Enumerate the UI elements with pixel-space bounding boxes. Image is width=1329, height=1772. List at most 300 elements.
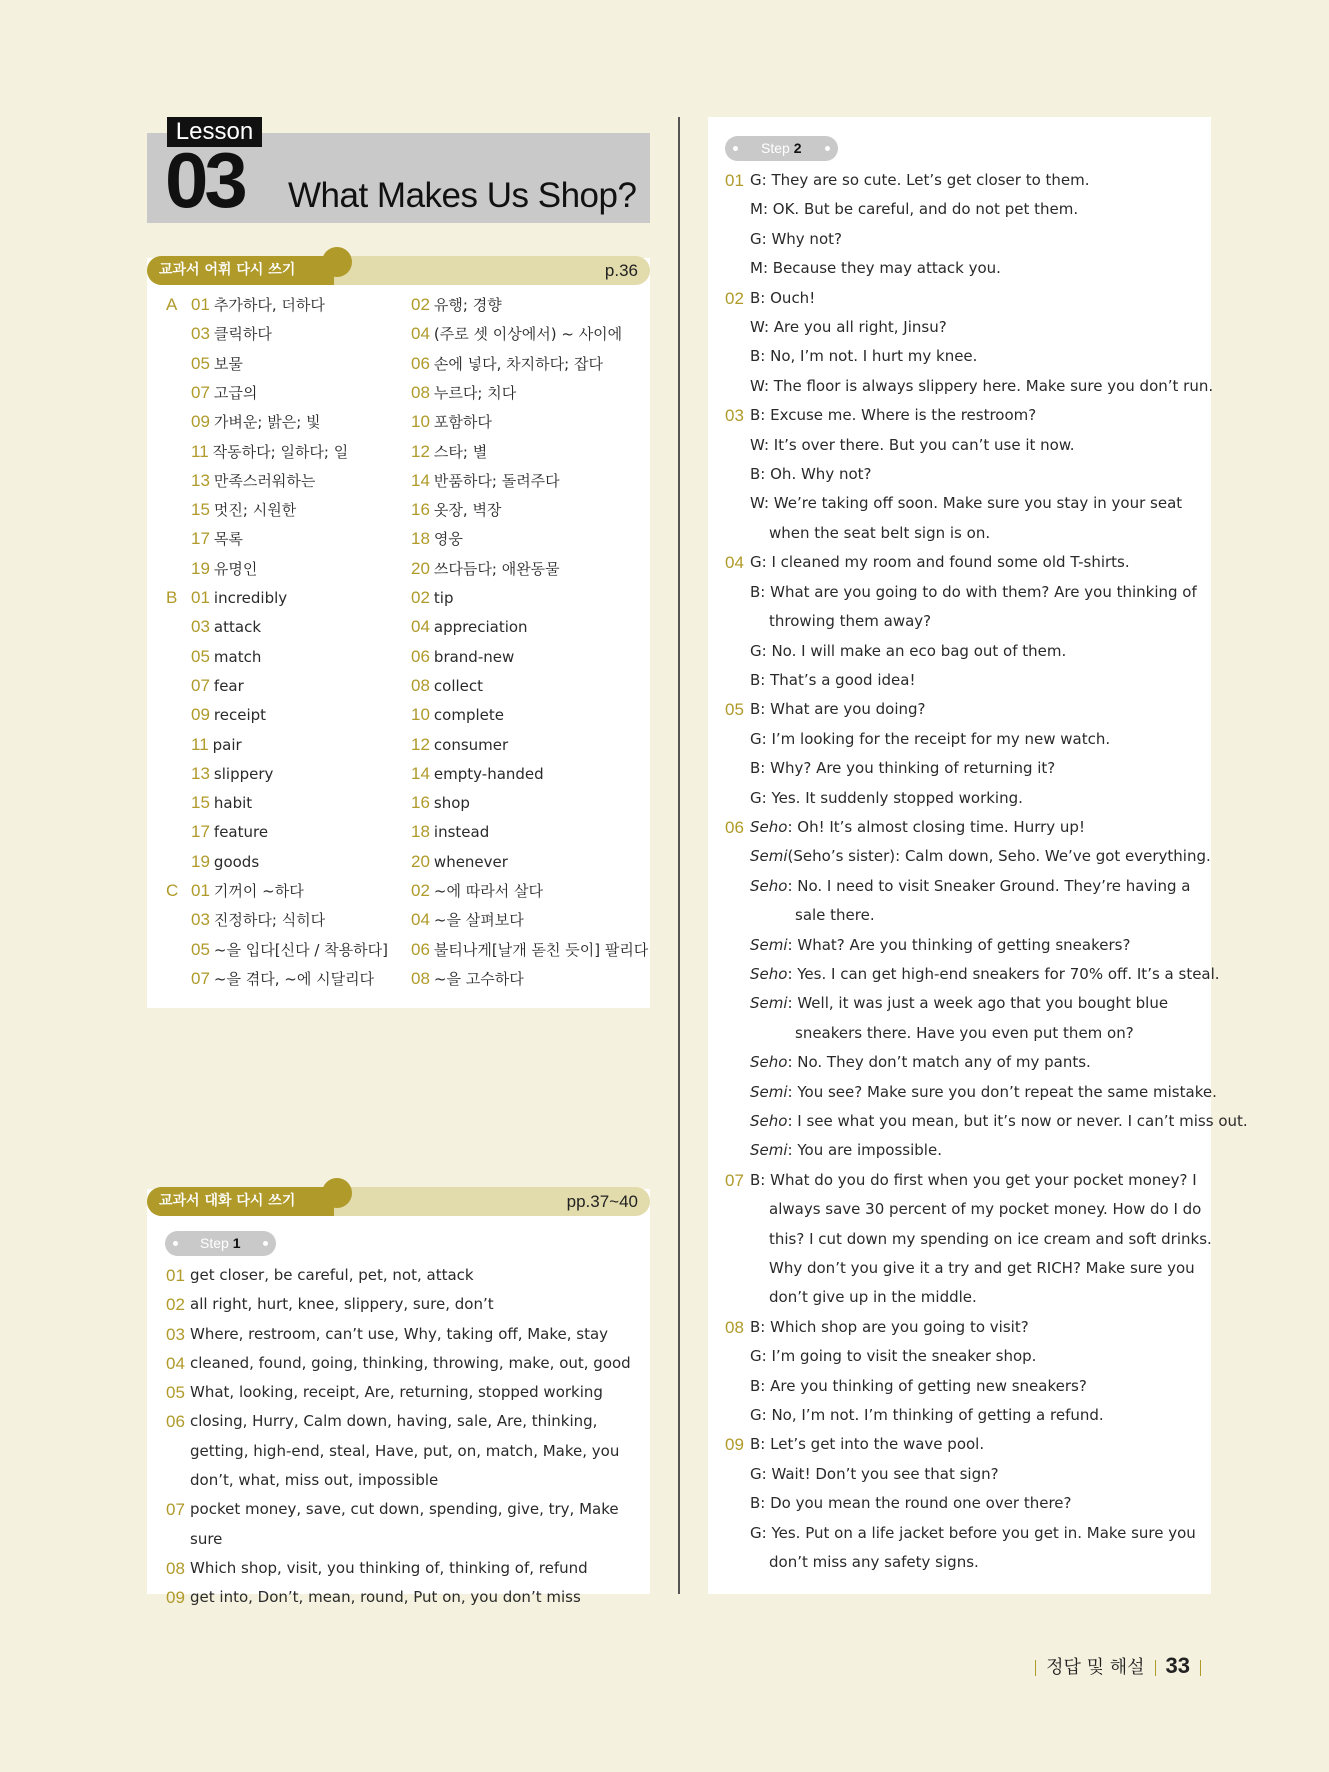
dialogue-line: 06 Seho: Oh! It’s almost closing time. Hurry up!	[725, 813, 1193, 842]
dialogue-line: 01 G: They are so cute. Let’s get closer to them.	[725, 166, 1193, 195]
answer-item	[166, 1349, 636, 1378]
step1-num: 1	[232, 1235, 241, 1251]
speaker-name: M	[750, 259, 763, 278]
dialogue-line: Seho: No. They don’t match any of my pants.	[750, 1053, 1091, 1072]
vocab-item-number: 04	[411, 617, 430, 637]
dialogue-number: 02	[725, 288, 744, 308]
dialogue-text: Oh! It’s almost closing time. Hurry up!	[797, 817, 1085, 836]
vocab-item-text: ~을 겪다, ~에 시달리다	[213, 969, 375, 988]
dialogue-text: Ouch!	[770, 288, 816, 307]
vocab-item-number: 02	[411, 295, 430, 314]
vocab-item-number: 10	[411, 412, 430, 432]
vocab-item	[191, 730, 242, 759]
dialogue-text: No. I will make an eco bag out of them.	[771, 641, 1067, 660]
dialogue-line: G: Why not?	[750, 229, 842, 248]
vocab-item	[411, 788, 470, 817]
vocab-item-number: 02	[411, 588, 430, 607]
dialogue-text: Which shop are you going to visit?	[770, 1317, 1029, 1336]
vocab-item-number: 06	[411, 646, 430, 666]
pill-dot-icon	[263, 1241, 268, 1246]
speaker-name: Seho	[750, 817, 788, 836]
vocab-section-label: A	[166, 295, 178, 314]
speaker-name: B	[750, 1376, 761, 1395]
vocab-item-text: tip	[433, 589, 454, 607]
speaker-name: G	[750, 641, 762, 660]
vocab-item-text: receipt	[213, 706, 267, 725]
dialogue-number: 06	[725, 817, 744, 837]
vocab-item-number: 15	[191, 500, 210, 520]
vocab-item	[191, 642, 261, 671]
vocab-item-text: habit	[213, 794, 253, 813]
dialogue-text: Do you mean the round one over there?	[770, 1494, 1072, 1513]
answer-item	[166, 1290, 636, 1319]
dialogue-text: Are you all right, Jinsu?	[773, 318, 947, 337]
dialogue-text: Because they may attack you.	[772, 259, 1001, 278]
banner-dot-icon	[322, 1178, 352, 1208]
lesson-tag: Lesson	[167, 117, 262, 147]
dialogue-line: G: Yes. Put on a life jacket before you get in. Make sure you	[750, 1523, 1196, 1542]
vocab-item	[191, 524, 243, 553]
dialogue-text: don’t miss any safety signs.	[769, 1553, 979, 1572]
dialogue-text: No. I need to visit Sneaker Ground. They’re having a	[797, 876, 1191, 895]
dialogue-line: G: Yes. It suddenly stopped working.	[750, 788, 1023, 807]
vocab-item-number: 17	[191, 529, 210, 549]
speaker-name: B	[750, 1494, 761, 1513]
vocab-item-text: 유행; 경향	[433, 296, 502, 314]
dialogue-line: W: We’re taking off soon. Make sure you stay in your seat	[750, 494, 1183, 513]
vocab-item-text: 불티나게[날개 돋친 듯이] 팔리다	[433, 940, 649, 959]
dialogue-number: 09	[725, 1435, 744, 1455]
speaker-name: Semi	[750, 935, 788, 954]
speaker-name: G	[750, 1523, 762, 1542]
dialogue-line: W: Are you all right, Jinsu?	[750, 318, 947, 337]
lesson-title: What Makes Us Shop?	[288, 176, 637, 215]
speaker-name: Seho	[750, 1053, 788, 1072]
answer-item	[166, 1378, 636, 1407]
dialogue-line: 07 B: What do you do first when you get your pocket money? I	[725, 1166, 1193, 1195]
dialogue-text: No, I’m not. I hurt my knee.	[770, 347, 978, 366]
dialogue-text: Yes. It suddenly stopped working.	[771, 788, 1023, 807]
vocab-item	[191, 349, 243, 378]
dialogue-line	[725, 1283, 1193, 1312]
speaker-name: G	[750, 729, 762, 748]
speaker-name: B	[750, 1435, 761, 1454]
vocab-section-label: C	[166, 881, 179, 900]
answer-number: 08	[166, 1558, 185, 1578]
dialogue-text: sneakers there. Have you even put them on?	[795, 1023, 1134, 1042]
vocab-item-text: 목록	[213, 530, 243, 549]
vocab-item	[191, 671, 244, 700]
step2-word: Step	[761, 140, 790, 156]
vocab-item-number: 04	[411, 910, 430, 930]
vocab-item-text: instead	[433, 823, 490, 842]
speaker-name: W	[750, 494, 764, 513]
dialogue-number: 03	[725, 406, 744, 426]
vocab-item-number: 16	[411, 793, 430, 813]
vocab-item-text: 클릭하다	[213, 325, 272, 344]
dialogue-line: 05 B: What are you doing?	[725, 695, 1193, 724]
dialogue-line	[725, 1254, 1193, 1283]
vocab-item-number: 09	[191, 412, 210, 432]
vocab-item-text: 가벼운; 밝은; 빛	[213, 413, 321, 432]
dialogue-text: I see what you mean, but it’s now or never. I can’t miss out.	[797, 1112, 1248, 1130]
vocab-item-number: 17	[191, 822, 210, 842]
step1-answers	[166, 1261, 636, 1613]
column-divider	[678, 117, 680, 1594]
vocab-item-text: brand-new	[433, 647, 515, 666]
dialogue-line: B: Do you mean the round one over there?	[750, 1494, 1072, 1513]
vocab-item-number: 20	[411, 851, 430, 871]
answer-text: What, looking, receipt, Are, returning, stopped working	[190, 1383, 603, 1402]
vocab-item-number: 15	[191, 793, 210, 813]
vocab-item-text: 옷장, 벽장	[433, 501, 502, 520]
banner-dot-icon	[322, 247, 352, 277]
dialogue-line: Semi: What? Are you thinking of getting sneakers?	[750, 935, 1131, 954]
dialogue-text: Excuse me. Where is the restroom?	[770, 406, 1037, 425]
vocab-item-number: 11	[191, 734, 209, 754]
dialogue-line: B: Are you thinking of getting new sneakers?	[750, 1376, 1087, 1395]
vocab-item	[411, 349, 603, 378]
dialogue-text: throwing them away?	[769, 612, 932, 631]
dialogue-line	[725, 1195, 1202, 1224]
vocab-item	[411, 554, 560, 583]
dialogue-number: 07	[725, 1170, 744, 1190]
speaker-name: Seho	[750, 1112, 788, 1130]
vocab-item	[191, 759, 273, 788]
dialogue-line: M: Because they may attack you.	[750, 259, 1001, 278]
answer-number: 03	[166, 1324, 185, 1344]
vocab-item-text: 쓰다듬다; 애완동물	[433, 559, 560, 578]
step1-word: Step	[200, 1235, 229, 1251]
vocab-item-text: 보물	[213, 354, 243, 373]
dialog-banner-label: 교과서 대화 다시 쓰기	[147, 1187, 334, 1216]
answer-text: get closer, be careful, pet, not, attack	[190, 1266, 474, 1284]
dialogue-text: Calm down, Seho. We’ve got everything.	[904, 847, 1211, 866]
speaker-name: B	[750, 700, 761, 719]
page-number: 33	[1165, 1653, 1190, 1678]
dialogue-text: Yes. Put on a life jacket before you get in. Make sure you	[771, 1523, 1196, 1542]
speaker-note: (Seho’s sister)	[787, 847, 896, 866]
speaker-name: G	[750, 1406, 762, 1425]
dialogue-line	[725, 1548, 1193, 1577]
dialogue-line: Seho: I see what you mean, but it’s now or never. I can’t miss out.	[750, 1112, 1248, 1130]
vocab-item-number: 13	[191, 470, 210, 490]
vocab-item	[191, 700, 266, 729]
speaker-name: B	[750, 759, 761, 778]
answer-text: get into, Don’t, mean, round, Put on, you don’t miss	[190, 1588, 581, 1607]
dialogue-line: Seho: No. I need to visit Sneaker Ground. They’re having a	[750, 876, 1191, 895]
dialogue-line: G: I’m looking for the receipt for my new watch.	[750, 729, 1111, 748]
vocab-section-label: B	[166, 588, 178, 607]
vocab-item	[411, 378, 516, 407]
vocab-item-text: attack	[213, 618, 262, 637]
answer-item	[166, 1495, 636, 1554]
dialogue-text: I’m going to visit the sneaker shop.	[771, 1347, 1037, 1366]
vocab-item-text: ~에 따라서 살다	[433, 882, 543, 900]
vocab-item-number: 20	[411, 558, 430, 578]
dialogue-line: B: Oh. Why not?	[750, 465, 872, 484]
dialogue-text: It’s over there. But you can’t use it now.	[773, 435, 1075, 454]
vocab-item-text: empty-handed	[433, 764, 544, 783]
vocab-item-number: 07	[191, 968, 210, 988]
answer-number: 05	[166, 1383, 185, 1403]
vocab-item-number: 12	[411, 734, 430, 754]
vocab-item	[411, 319, 622, 348]
dialogue-line: Seho: Yes. I can get high-end sneakers for 70% off. It’s a steal.	[750, 964, 1220, 983]
vocab-item-number: 07	[191, 382, 210, 402]
vocab-item	[191, 583, 287, 612]
dialogue-text: What? Are you thinking of getting sneakers?	[797, 935, 1131, 954]
dialogue-text: Wait! Don’t you see that sign?	[771, 1464, 999, 1483]
page-footer	[1025, 1651, 1211, 1681]
speaker-name: W	[750, 435, 764, 454]
dialogue-line	[725, 901, 1193, 930]
dialogue-line	[725, 1225, 1212, 1254]
speaker-name: W	[750, 318, 764, 337]
answer-number: 07	[166, 1500, 185, 1520]
vocab-item	[411, 876, 543, 905]
dialog-banner	[147, 1187, 650, 1216]
speaker-name: G	[750, 1464, 762, 1483]
vocab-item-number: 02	[411, 881, 430, 900]
dialogue-line: Semi(Seho’s sister): Calm down, Seho. We’ve got everything.	[750, 847, 1211, 866]
dialogue-text: Why don’t you give it a try and get RICH? Make sure you	[769, 1259, 1195, 1278]
vocab-item	[191, 905, 325, 934]
dialogue-text: What are you going to do with them? Are you thinking of	[770, 582, 1197, 601]
vocab-banner-label: 교과서 어휘 다시 쓰기	[147, 256, 334, 285]
speaker-name: G	[750, 1347, 762, 1366]
vocab-item	[411, 935, 648, 964]
dialogue-text: sale there.	[795, 906, 875, 925]
vocab-item-text: appreciation	[433, 618, 528, 637]
vocab-item-text: fear	[213, 676, 244, 695]
speaker-name: Semi	[750, 994, 788, 1013]
vocab-item	[191, 935, 388, 964]
dialogue-line: M: OK. But be careful, and do not pet them.	[750, 200, 1079, 219]
dialogue-line: 08 B: Which shop are you going to visit?	[725, 1313, 1193, 1342]
lesson-number: 03	[165, 136, 244, 224]
vocab-item	[191, 612, 261, 641]
vocab-item	[411, 612, 528, 641]
vocab-item-text: shop	[433, 794, 470, 813]
vocab-item	[411, 290, 502, 319]
vocab-item	[411, 730, 508, 759]
dialogue-text: Well, it was just a week ago that you bought blue	[797, 994, 1169, 1013]
dialogue-line: G: No, I’m not. I’m thinking of getting a refund.	[750, 1406, 1104, 1425]
dialogue-text: No. They don’t match any of my pants.	[797, 1053, 1091, 1072]
dialogue-text: No, I’m not. I’m thinking of getting a refund.	[771, 1406, 1104, 1425]
vocab-item-text: slippery	[213, 764, 274, 783]
dialogue-line: 02 B: Ouch!	[725, 284, 1193, 313]
vocab-item	[191, 847, 259, 876]
vocab-item-number: 03	[191, 617, 210, 637]
step2-pill	[725, 136, 838, 161]
vocab-item-number: 01	[191, 881, 210, 900]
answer-text: pocket money, save, cut down, spending, give, try, Make sure	[190, 1500, 619, 1548]
vocab-item	[191, 378, 257, 407]
dialogue-text: Are you thinking of getting new sneakers?	[770, 1376, 1087, 1395]
dialogue-text: What do you do first when you get your pocket money? I	[770, 1170, 1197, 1189]
vocab-item	[411, 524, 463, 553]
vocab-banner	[147, 256, 650, 285]
speaker-name: G	[750, 553, 762, 572]
vocab-item-number: 03	[191, 324, 210, 344]
vocab-item-number: 06	[411, 939, 430, 959]
vocab-item-number: 14	[411, 470, 430, 490]
dialogue-number: 08	[725, 1317, 744, 1337]
vocab-item-number: 01	[191, 588, 210, 607]
vocab-item-text: 누르다; 치다	[433, 383, 517, 402]
dialogue-text: You see? Make sure you don’t repeat the same mistake.	[797, 1082, 1217, 1101]
vocab-item	[411, 759, 544, 788]
answer-item	[166, 1407, 636, 1495]
dialogue-line: Semi: You see? Make sure you don’t repeat the same mistake.	[750, 1082, 1217, 1101]
vocab-item-text: 손에 넣다, 차지하다; 잡다	[433, 354, 603, 373]
vocab-page-ref: p.36	[604, 261, 638, 280]
dialogue-text: Why? Are you thinking of returning it?	[770, 759, 1056, 778]
dialogue-number: 05	[725, 700, 744, 720]
vocab-item	[191, 437, 348, 466]
dialogue-line: Semi: You are impossible.	[750, 1141, 942, 1160]
vocab-item-number: 05	[191, 939, 210, 959]
dialogue-text: They are so cute. Let’s get closer to them.	[771, 171, 1090, 189]
dialogue-line	[725, 519, 1193, 548]
vocab-item-text: 유명인	[213, 559, 258, 578]
dialogue-text: I’m looking for the receipt for my new watch.	[771, 729, 1111, 748]
dialogue-text: Why not?	[771, 229, 842, 248]
dialogue-text: Oh. Why not?	[770, 465, 872, 484]
vocab-item-number: 04	[411, 324, 430, 344]
speaker-name: G	[750, 171, 762, 189]
vocab-item-text: incredibly	[213, 589, 288, 607]
answer-item	[166, 1320, 636, 1349]
vocab-item-text: match	[213, 647, 262, 666]
vocab-item-text: 영웅	[433, 530, 463, 549]
answer-item	[166, 1261, 636, 1290]
vocab-item	[411, 700, 504, 729]
dialogue-line: B: What are you going to do with them? Are you thinking of	[750, 582, 1197, 601]
speaker-name: B	[750, 670, 761, 689]
dialogue-text: when the seat belt sign is on.	[769, 523, 991, 542]
vocab-item-number: 06	[411, 353, 430, 373]
vocab-item	[411, 964, 524, 993]
dialogue-number: 04	[725, 553, 744, 573]
speaker-name: G	[750, 788, 762, 807]
speaker-name: B	[750, 465, 761, 484]
speaker-name: B	[750, 406, 761, 425]
vocab-item-text: 포함하다	[433, 413, 492, 432]
dialogue-line: B: Why? Are you thinking of returning it?	[750, 759, 1056, 778]
vocab-item-text: 만족스러워하는	[213, 471, 316, 490]
vocab-item	[191, 290, 325, 319]
vocab-item-text: ~을 입다[신다 / 착용하다]	[213, 940, 388, 959]
vocab-item-text: consumer	[433, 735, 509, 754]
footer-bar	[1155, 1660, 1156, 1676]
dialogue-number: 01	[725, 171, 744, 190]
vocab-item-number: 08	[411, 968, 430, 988]
vocab-item-number: 19	[191, 851, 210, 871]
dialogue-text: Let’s get into the wave pool.	[770, 1435, 985, 1454]
speaker-name: G	[750, 229, 762, 248]
answer-number: 09	[166, 1588, 185, 1608]
answer-text: Where, restroom, can’t use, Why, taking off, Make, stay	[190, 1324, 609, 1343]
vocab-item-text: feature	[213, 823, 269, 842]
vocab-item	[411, 466, 560, 495]
vocab-item-number: 12	[411, 441, 430, 461]
answer-number: 06	[166, 1412, 185, 1432]
vocab-item-number: 18	[411, 822, 430, 842]
dialogue-line: B: That’s a good idea!	[750, 670, 916, 689]
vocab-item-number: 03	[191, 910, 210, 930]
speaker-name: B	[750, 288, 761, 307]
vocab-item-number: 01	[191, 295, 210, 314]
dialogue-line	[725, 1019, 1193, 1048]
vocab-item-number: 07	[191, 675, 210, 695]
dialogue-text: always save 30 percent of my pocket money. How do I do	[769, 1200, 1202, 1219]
vocab-item-number: 08	[411, 382, 430, 402]
vocab-item	[411, 642, 514, 671]
vocab-item-text: (주로 셋 이상에서) ~ 사이에	[433, 325, 623, 344]
speaker-name: M	[750, 200, 763, 219]
vocab-item-text: 고급의	[213, 383, 258, 402]
vocab-item-text: whenever	[433, 852, 508, 871]
answer-text: cleaned, found, going, thinking, throwing, make, out, good	[190, 1353, 631, 1372]
vocab-item	[191, 817, 268, 846]
vocab-item-text: collect	[433, 676, 484, 695]
dialogue-line: W: The floor is always slippery here. Make sure you don’t run.	[750, 376, 1214, 395]
dialogue-text: Yes. I can get high-end sneakers for 70% off. It’s a steal.	[797, 964, 1220, 983]
dialogue-line: B: No, I’m not. I hurt my knee.	[750, 347, 978, 366]
answer-number: 01	[166, 1266, 185, 1285]
dialogue-line: 03 B: Excuse me. Where is the restroom?	[725, 401, 1193, 430]
step2-num: 2	[793, 140, 802, 156]
dialogue-text: You are impossible.	[797, 1141, 942, 1160]
dialogue-line: Semi: Well, it was just a week ago that you bought blue	[750, 994, 1169, 1013]
vocab-item-text: 스타; 별	[433, 442, 488, 461]
vocab-item-number: 05	[191, 353, 210, 373]
vocab-item	[191, 319, 272, 348]
step1-pill	[165, 1231, 276, 1256]
vocab-item-text: 진정하다; 식히다	[213, 911, 326, 930]
vocab-item-number: 10	[411, 705, 430, 725]
pill-dot-icon	[733, 146, 738, 151]
answer-number: 04	[166, 1353, 185, 1373]
vocab-item-text: goods	[213, 852, 260, 871]
vocab-item-text: complete	[433, 706, 504, 725]
vocab-item	[191, 964, 374, 993]
vocab-item	[411, 817, 489, 846]
dialogue-line	[725, 607, 1193, 636]
speaker-name: B	[750, 582, 761, 601]
vocab-item-text: 멋진; 시원한	[213, 501, 297, 520]
answer-text: closing, Hurry, Calm down, having, sale, Are, thinking, getting, high-end, steal, Have, put, on, match, Make, you don’t, what, miss out, impossible	[190, 1412, 620, 1490]
footer-bar	[1200, 1660, 1201, 1676]
vocab-item-number: 05	[191, 646, 210, 666]
speaker-name: Semi	[750, 1141, 788, 1160]
dialog-page-ref: pp.37~40	[566, 1192, 638, 1211]
vocab-item-text: 기꺼이 ~하다	[213, 882, 304, 900]
answer-text: Which shop, visit, you thinking of, thinking of, refund	[190, 1558, 588, 1577]
dialogue-text: The floor is always slippery here. Make sure you don’t run.	[773, 376, 1214, 395]
vocab-item	[191, 407, 321, 436]
vocab-item-number: 08	[411, 675, 430, 695]
speaker-name: B	[750, 1317, 761, 1336]
speaker-name: Semi	[750, 847, 788, 866]
vocab-item	[411, 583, 454, 612]
vocab-item	[191, 876, 304, 905]
answer-text: all right, hurt, knee, slippery, sure, don’t	[190, 1295, 494, 1314]
speaker-name: B	[750, 347, 761, 366]
